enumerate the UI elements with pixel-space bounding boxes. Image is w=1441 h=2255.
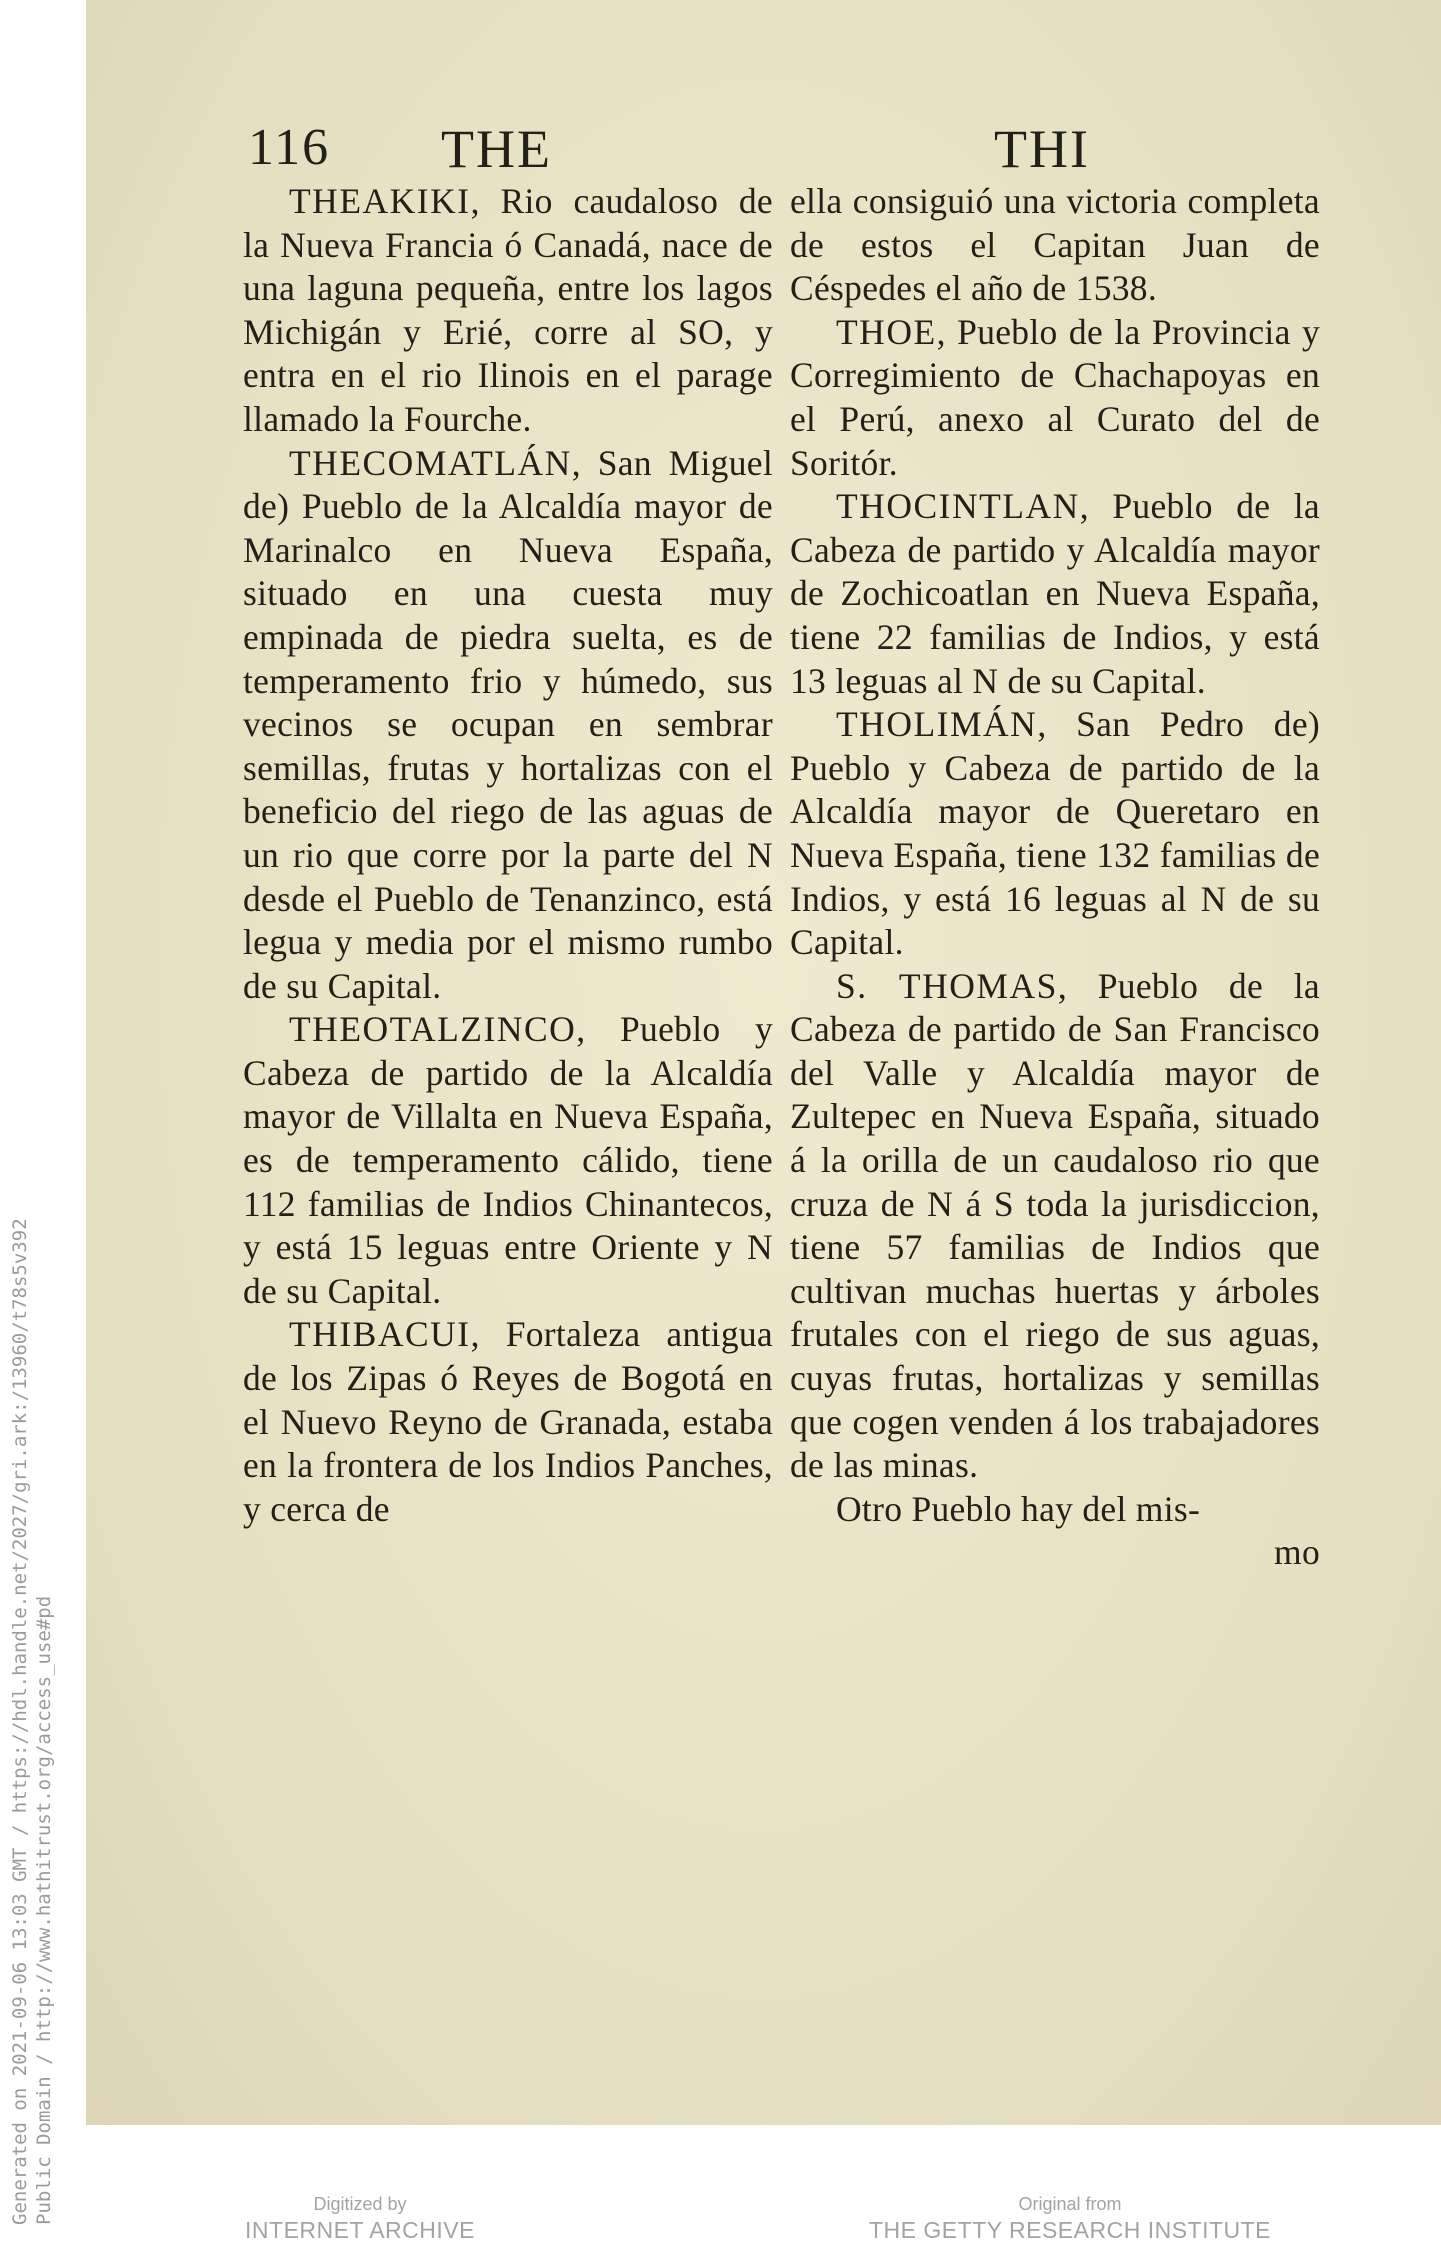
stamp-line-rights: Public Domain / http://www.hathitrust.org/access_use#pd — [33, 1595, 55, 2225]
entry-text: , Pueblo de la Cabeza de partido de San Francisco del Valle y Alcaldía mayor de Zultepec en Nueva España, situado á la orilla de un caudaloso rio que cruza de N á S toda la jurisdiccion, tiene 57 familias de Indios que cultivan muchas huertas y árboles frutales con el riego de sus aguas, cuyas frutas, hortalizas y semillas que cogen venden á los trabajadores de las minas. — [790, 965, 1320, 1486]
entry-headword: THOE — [836, 311, 937, 352]
left-text-column — [243, 180, 773, 1531]
original-from-label: Original from — [1018, 2194, 1122, 2214]
entry-text: , Fortaleza antigua de los Zipas ó Reyes de Bogotá en el Nuevo Reyno de Granada, estaba en la frontera de los Indios Panches, y cerca de — [243, 1314, 773, 1529]
original-from-credit — [860, 2193, 1280, 2245]
scanned-page — [86, 0, 1441, 2125]
entry-headword: THEOTALZINCO — [289, 1009, 577, 1050]
entry-theakiki — [243, 180, 773, 442]
entry-text: , San Miguel de) Pueblo de la Alcaldía mayor de Marinalco en Nueva España, situado en una cuesta muy empinada de piedra suelta, es de temperamento frio y húmedo, sus vecinos se ocupan en sembrar semillas, frutas y hortalizas con el beneficio del riego de las aguas de un rio que corre por la parte del N desde el Pueblo de Tenanzinco, está legua y media por el mismo rumbo de su Capital. — [243, 442, 773, 1006]
entry-tholiman — [790, 703, 1320, 965]
continuation-text: ella consiguió una victoria completa de estos el Capitan Juan de Céspedes el año de 1538. — [790, 181, 1320, 309]
entry-text: Otro Pueblo hay del mis- — [836, 1488, 1201, 1529]
entry-text: , Rio caudaloso de la Nueva Francia ó Canadá, nace de una laguna pequeña, entre los lagos Michigán y Erié, corre al SO, y entra en el rio Ilinois en el parage llamado la Fourche. — [243, 181, 773, 439]
entry-thecomatlan — [243, 442, 773, 1009]
catchword: mo — [1274, 1532, 1320, 1573]
running-head — [86, 118, 1441, 188]
left-running-head: THE — [441, 119, 552, 179]
entry-s-thomas — [790, 965, 1320, 1488]
digitized-by-credit — [230, 2193, 490, 2245]
stamp-line-generated: Generated on 2021-09-06 13:03 GMT / https://hdl.handle.net/2027/gri.ark:/13960/t78s5v392 — [9, 1218, 31, 2225]
right-running-head: THI — [994, 119, 1090, 179]
entry-text: , Pueblo y Cabeza de partido de la Alcaldía mayor de Villalta en Nueva España, es de temperamento cálido, tiene 112 familias de Indios Chinantecos, y está 15 leguas entre Oriente y N de su Capital. — [243, 1009, 773, 1311]
generation-stamp-text — [8, 1025, 56, 2225]
entry-headword: THIBACUI — [289, 1314, 471, 1355]
entry-theotalzinco — [243, 1008, 773, 1313]
entry-thibacui — [243, 1313, 773, 1531]
right-text-column — [790, 180, 1320, 1575]
internet-archive-label: INTERNET ARCHIVE — [245, 2217, 475, 2243]
entry-thocintlan — [790, 485, 1320, 703]
generation-stamp — [0, 0, 86, 2255]
digitized-by-label: Digitized by — [313, 2194, 407, 2214]
page-number: 116 — [248, 119, 331, 176]
entry-text: , San Pedro de) Pueblo y Cabeza de partido de la Alcaldía mayor de Queretaro en Nueva España, tiene 132 familias de Indios, y está 16 leguas al N de su Capital. — [790, 704, 1320, 963]
entry-headword: S. THOMAS — [836, 965, 1058, 1006]
entry-headword: THECOMATLÁN — [289, 442, 572, 483]
entry-thoe — [790, 311, 1320, 485]
entry-text: , Pueblo de la Cabeza de partido y Alcaldía mayor de Zochicoatlan en Nueva España, tiene 22 familias de Indios, y está 13 leguas al N de su Capital. — [790, 486, 1320, 701]
entry-otro-pueblo — [790, 1488, 1320, 1532]
entry-text: , Pueblo de la Provincia y Corregimiento de Chachapoyas en el Perú, anexo al Curato del de Soritór. — [790, 311, 1320, 483]
entry-headword: THOCINTLAN — [836, 486, 1080, 527]
entry-headword: THOLIMÁN — [836, 704, 1038, 745]
getty-institute-label: THE GETTY RESEARCH INSTITUTE — [868, 2217, 1272, 2243]
entry-headword: THEAKIKI — [289, 181, 471, 221]
